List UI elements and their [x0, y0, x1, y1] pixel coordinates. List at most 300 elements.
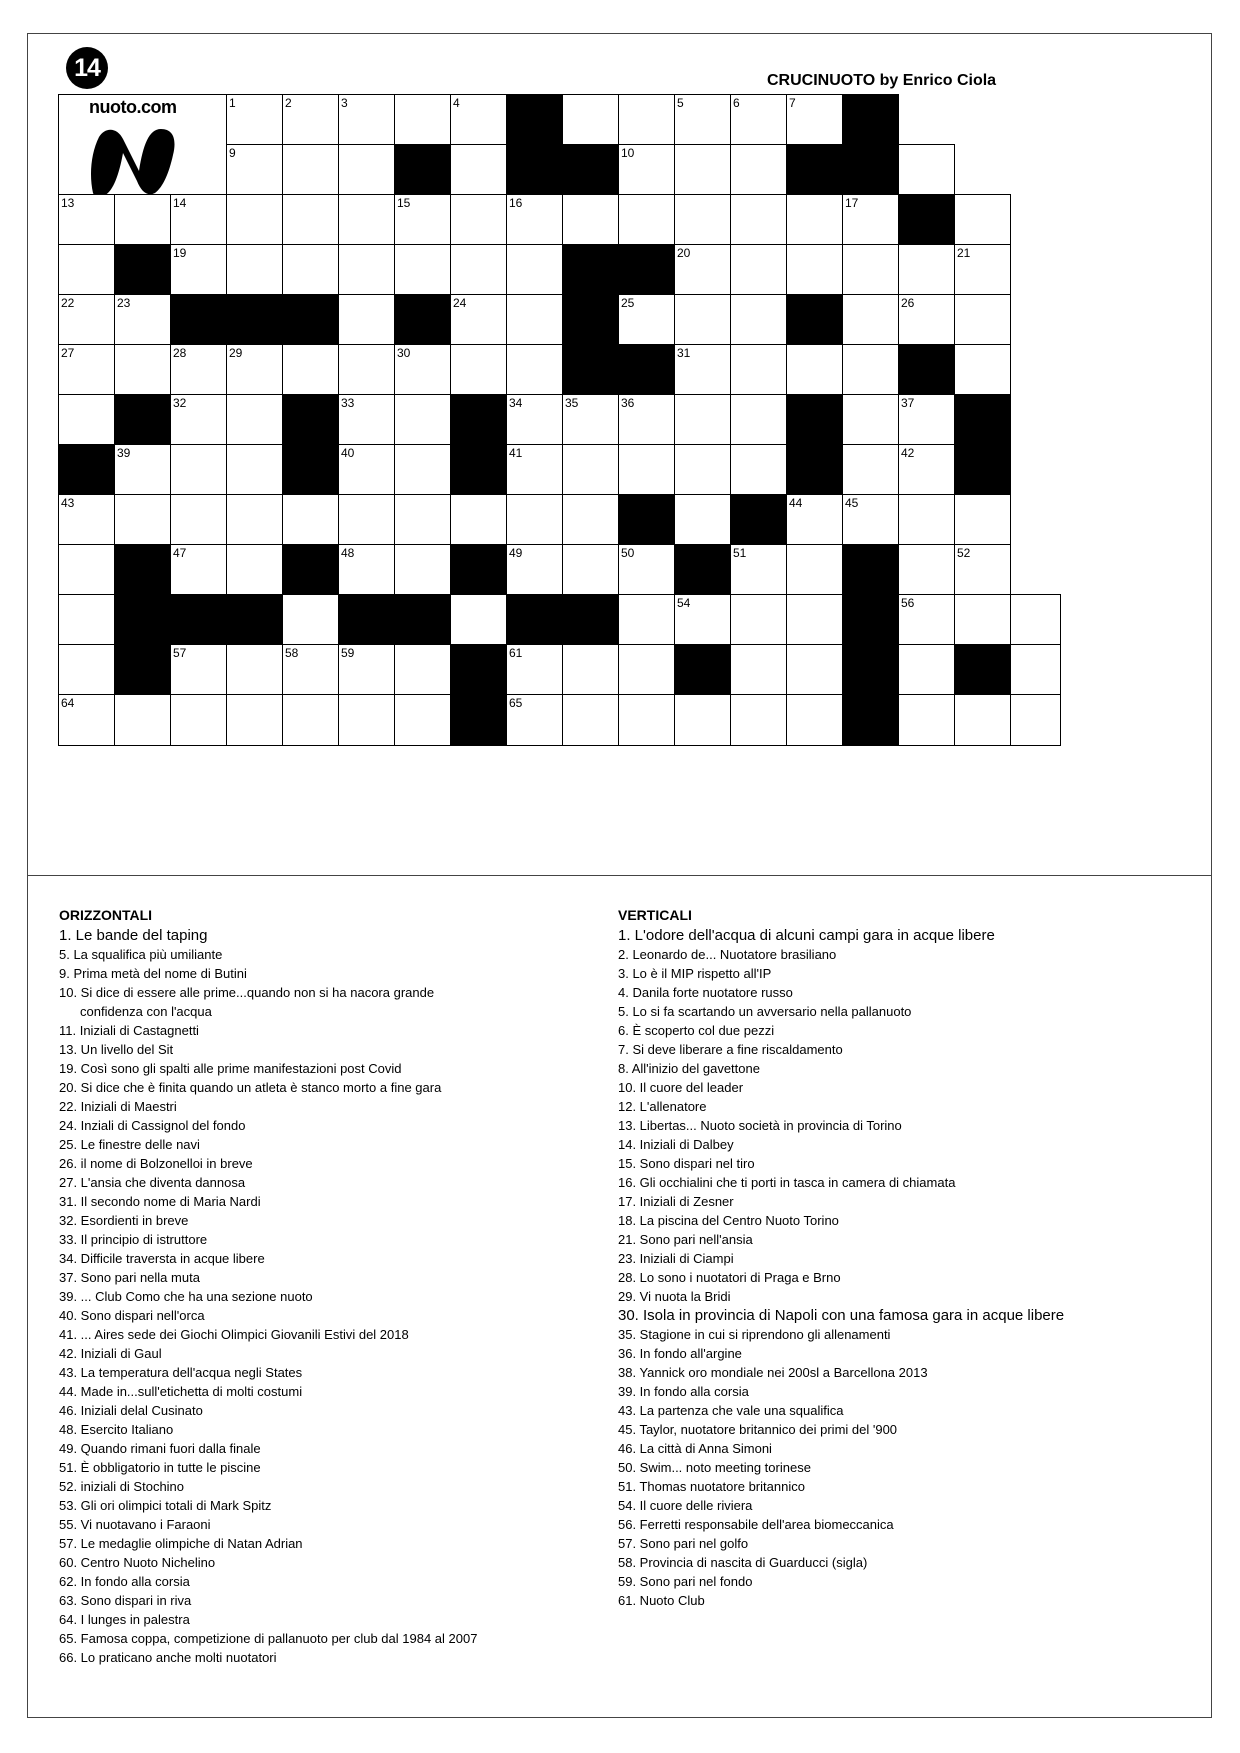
- across-clue: 57. Le medaglie olimpiche di Natan Adrian: [59, 1536, 303, 1551]
- clue-number: 49: [509, 546, 523, 560]
- grid-cell[interactable]: [282, 594, 339, 645]
- down-clue: 21. Sono pari nell'ansia: [618, 1232, 753, 1247]
- grid-cell[interactable]: [170, 344, 227, 395]
- grid-cell[interactable]: [954, 344, 1011, 395]
- grid-cell[interactable]: [898, 594, 955, 645]
- grid-cell[interactable]: [170, 244, 227, 295]
- clue-number: 15: [397, 196, 411, 210]
- clue-number: 3: [341, 96, 348, 110]
- grid-cell[interactable]: [730, 244, 787, 295]
- grid-cell[interactable]: [338, 394, 395, 445]
- grid-cell[interactable]: [338, 344, 395, 395]
- clue-number: 6: [733, 96, 740, 110]
- grid-cell[interactable]: [730, 94, 787, 145]
- grid-cell[interactable]: [450, 294, 507, 345]
- grid-cell[interactable]: [450, 594, 507, 645]
- grid-cell[interactable]: [394, 394, 451, 445]
- grid-cell[interactable]: [730, 394, 787, 445]
- grid-cell[interactable]: [282, 644, 339, 695]
- grid-cell[interactable]: [954, 244, 1011, 295]
- grid-cell[interactable]: [954, 594, 1011, 645]
- grid-cell[interactable]: [226, 544, 283, 595]
- grid-cell[interactable]: [226, 494, 283, 545]
- grid-cell[interactable]: [338, 144, 395, 195]
- grid-cell[interactable]: [58, 194, 115, 245]
- grid-cell[interactable]: [114, 344, 171, 395]
- grid-cell[interactable]: [898, 244, 955, 295]
- clue-number: 14: [173, 196, 187, 210]
- logo-brand-text: nuoto.com: [89, 97, 177, 117]
- grid-cell[interactable]: [618, 644, 675, 695]
- grid-cell[interactable]: [58, 544, 115, 595]
- down-clue: 35. Stagione in cui si riprendono gli allenamenti: [618, 1327, 891, 1342]
- grid-cell[interactable]: [170, 394, 227, 445]
- black-square: [394, 294, 451, 345]
- grid-cell[interactable]: [394, 694, 451, 746]
- grid-cell[interactable]: [842, 244, 899, 295]
- black-square: [506, 94, 563, 145]
- grid-cell[interactable]: [170, 194, 227, 245]
- grid-cell[interactable]: [170, 494, 227, 545]
- grid-cell[interactable]: [170, 544, 227, 595]
- across-clue: 25. Le finestre delle navi: [59, 1137, 200, 1152]
- across-clue: 60. Centro Nuoto Nichelino: [59, 1555, 216, 1570]
- clue-number: 13: [61, 196, 75, 210]
- clue-number: 19: [173, 246, 187, 260]
- across-clue: 55. Vi nuotavano i Faraoni: [59, 1517, 211, 1532]
- grid-cell[interactable]: [674, 194, 731, 245]
- grid-cell[interactable]: [58, 244, 115, 295]
- down-clue: 14. Iniziali di Dalbey: [618, 1137, 734, 1152]
- grid-cell[interactable]: [58, 394, 115, 445]
- across-clue: 9. Prima metà del nome di Butini: [59, 966, 247, 981]
- grid-cell[interactable]: [450, 144, 507, 195]
- black-square: [954, 394, 1011, 445]
- grid-cell[interactable]: [674, 144, 731, 195]
- clue-number: 25: [621, 296, 635, 310]
- down-clues: [618, 907, 1198, 1610]
- grid-cell[interactable]: [562, 394, 619, 445]
- clue-number: 37: [901, 396, 915, 410]
- black-square: [114, 544, 171, 595]
- grid-cell[interactable]: [786, 94, 843, 145]
- across-clue: 51. È obbligatorio in tutte le piscine: [59, 1460, 261, 1475]
- grid-cell[interactable]: [898, 294, 955, 345]
- grid-cell[interactable]: [450, 344, 507, 395]
- grid-cell[interactable]: [506, 244, 563, 295]
- clue-number: 5: [677, 96, 684, 110]
- down-clue: 50. Swim... noto meeting torinese: [618, 1460, 811, 1475]
- grid-cell[interactable]: [954, 494, 1011, 545]
- down-clue: 39. In fondo alla corsia: [618, 1384, 749, 1399]
- down-clue: 16. Gli occhialini che ti porti in tasca in camera di chiamata: [618, 1175, 956, 1190]
- black-square: [674, 544, 731, 595]
- clue-number: 32: [173, 396, 187, 410]
- black-square: [450, 694, 507, 746]
- clue-number: 22: [61, 296, 75, 310]
- across-clue: 46. Iniziali delal Cusinato: [59, 1403, 203, 1418]
- black-square: [114, 594, 171, 645]
- clue-number: 23: [117, 296, 131, 310]
- grid-cell[interactable]: [1010, 644, 1061, 695]
- across-clue: 20. Si dice che è finita quando un atleta è stanco morto a fine gara: [59, 1080, 442, 1095]
- across-clue: 22. Iniziali di Maestri: [59, 1099, 177, 1114]
- grid-cell[interactable]: [674, 694, 731, 746]
- across-clue: 49. Quando rimani fuori dalla finale: [59, 1441, 261, 1456]
- grid-cell[interactable]: [338, 194, 395, 245]
- grid-cell[interactable]: [114, 194, 171, 245]
- down-clue: 51. Thomas nuotatore britannico: [618, 1479, 805, 1494]
- grid-cell[interactable]: [786, 244, 843, 295]
- across-clue: 27. L'ansia che diventa dannosa: [59, 1175, 246, 1190]
- clue-number: 65: [509, 696, 523, 710]
- grid-cell[interactable]: [394, 494, 451, 545]
- grid-cell[interactable]: [226, 444, 283, 495]
- puzzle-number-badge: 14: [66, 47, 108, 89]
- grid-cell[interactable]: [114, 494, 171, 545]
- black-square: [842, 144, 899, 195]
- puzzle-title: CRUCINUOTO by Enrico Ciola: [767, 72, 997, 89]
- grid-cell[interactable]: [394, 544, 451, 595]
- grid-cell[interactable]: [786, 344, 843, 395]
- clue-number: 60: [453, 646, 467, 660]
- across-clue: 26. il nome di Bolzonelloi in breve: [59, 1156, 253, 1171]
- grid-cell[interactable]: [730, 294, 787, 345]
- down-clue: 12. L'allenatore: [618, 1099, 707, 1114]
- grid-cell[interactable]: [338, 294, 395, 345]
- black-square: [786, 294, 843, 345]
- clue-number: 64: [61, 696, 75, 710]
- grid-cell[interactable]: [618, 294, 675, 345]
- grid-cell[interactable]: [282, 494, 339, 545]
- down-clue: 58. Provincia di nascita di Guarducci (sigla): [618, 1555, 868, 1570]
- grid-cell[interactable]: [170, 444, 227, 495]
- down-clue: 54. Il cuore delle riviera: [618, 1498, 753, 1513]
- down-clue: 59. Sono pari nel fondo: [618, 1574, 753, 1589]
- grid-cell[interactable]: [842, 394, 899, 445]
- black-square: [114, 644, 171, 695]
- clue-number: 28: [173, 346, 187, 360]
- across-heading: ORIZZONTALI: [59, 907, 153, 923]
- grid-cell[interactable]: [506, 344, 563, 395]
- grid-cell[interactable]: [562, 444, 619, 495]
- grid-cell[interactable]: [898, 144, 955, 195]
- crossword-grid: [58, 94, 1060, 745]
- down-clue: 57. Sono pari nel golfo: [618, 1536, 749, 1551]
- down-clue: 28. Lo sono i nuotatori di Praga e Brno: [618, 1270, 841, 1285]
- black-square: [282, 294, 339, 345]
- black-square: [114, 394, 171, 445]
- grid-cell[interactable]: [954, 544, 1011, 595]
- across-clue: 34. Difficile traversta in acque libere: [59, 1251, 265, 1266]
- grid-cell[interactable]: [674, 394, 731, 445]
- grid-cell[interactable]: [562, 644, 619, 695]
- grid-cell[interactable]: [1010, 594, 1061, 645]
- down-clue: 61. Nuoto Club: [618, 1593, 705, 1608]
- grid-cell[interactable]: [562, 194, 619, 245]
- across-clue: 62. In fondo alla corsia: [59, 1574, 190, 1589]
- clue-number: 2: [285, 96, 292, 110]
- clue-number: 58: [285, 646, 299, 660]
- grid-cell[interactable]: [898, 494, 955, 545]
- grid-cell[interactable]: [730, 444, 787, 495]
- grid-cell[interactable]: [786, 194, 843, 245]
- grid-cell[interactable]: [730, 644, 787, 695]
- grid-cell[interactable]: [506, 444, 563, 495]
- clue-number: 34: [509, 396, 523, 410]
- black-square: [842, 644, 899, 695]
- grid-cell[interactable]: [618, 194, 675, 245]
- grid-cell[interactable]: [338, 244, 395, 295]
- grid-cell[interactable]: [618, 144, 675, 195]
- grid-cell[interactable]: [674, 494, 731, 545]
- across-clue: 13. Un livello del Sit: [59, 1042, 174, 1057]
- clue-number: 43: [61, 496, 75, 510]
- down-clue: 5. Lo si fa scartando un avversario nella pallanuoto: [618, 1004, 912, 1019]
- grid-cell[interactable]: [506, 644, 563, 695]
- grid-cell[interactable]: [730, 344, 787, 395]
- grid-cell[interactable]: [1010, 694, 1061, 746]
- grid-cell[interactable]: [58, 694, 115, 746]
- clue-number: 10: [621, 146, 635, 160]
- across-clue: 11. Iniziali di Castagnetti: [59, 1023, 199, 1038]
- down-clue: 2. Leonardo de... Nuotatore brasiliano: [618, 947, 837, 962]
- grid-cell[interactable]: [954, 294, 1011, 345]
- grid-cell[interactable]: [618, 544, 675, 595]
- grid-cell[interactable]: [226, 694, 283, 746]
- black-square: [282, 444, 339, 495]
- grid-cell[interactable]: [282, 194, 339, 245]
- grid-cell[interactable]: [226, 144, 283, 195]
- grid-cell[interactable]: [618, 394, 675, 445]
- black-square: [170, 294, 227, 345]
- grid-cell[interactable]: [170, 694, 227, 746]
- across-clue: 5. La squalifica più umiliante: [59, 947, 223, 962]
- down-clue: 23. Iniziali di Ciampi: [618, 1251, 734, 1266]
- black-square: [394, 594, 451, 645]
- grid-cell[interactable]: [58, 344, 115, 395]
- grid-cell[interactable]: [282, 694, 339, 746]
- clue-number: 16: [509, 196, 523, 210]
- black-square: [226, 594, 283, 645]
- grid-cell[interactable]: [618, 694, 675, 746]
- across-clue: 10. Si dice di essere alle prime...quando non si ha nacora grande: [59, 985, 435, 1000]
- grid-cell[interactable]: [394, 444, 451, 495]
- black-square: [786, 394, 843, 445]
- black-square: [170, 594, 227, 645]
- clue-number: 36: [621, 396, 635, 410]
- clue-number: 63: [845, 646, 859, 660]
- clue-number: 30: [397, 346, 411, 360]
- grid-cell[interactable]: [114, 294, 171, 345]
- grid-cell[interactable]: [842, 344, 899, 395]
- grid-cell[interactable]: [730, 544, 787, 595]
- grid-cell[interactable]: [506, 494, 563, 545]
- across-clue: 43. La temperatura dell'acqua negli States: [59, 1365, 303, 1380]
- grid-cell[interactable]: [338, 494, 395, 545]
- grid-cell[interactable]: [450, 194, 507, 245]
- black-square: [506, 144, 563, 195]
- across-clue: 63. Sono dispari in riva: [59, 1593, 192, 1608]
- down-clue: 29. Vi nuota la Bridi: [618, 1289, 731, 1304]
- grid-cell[interactable]: [730, 194, 787, 245]
- grid-cell[interactable]: [618, 94, 675, 145]
- grid-cell[interactable]: [674, 444, 731, 495]
- down-clue: 4. Danila forte nuotatore russo: [618, 985, 793, 1000]
- across-clue: 19. Così sono gli spalti alle prime manifestazioni post Covid: [59, 1061, 402, 1076]
- grid-cell[interactable]: [674, 94, 731, 145]
- across-clue: 1. Le bande del taping: [59, 927, 208, 944]
- grid-cell[interactable]: [954, 694, 1011, 746]
- clue-number: 39: [117, 446, 131, 460]
- grid-cell[interactable]: [786, 594, 843, 645]
- grid-cell[interactable]: [338, 94, 395, 145]
- grid-cell[interactable]: [282, 94, 339, 145]
- grid-cell[interactable]: [618, 444, 675, 495]
- grid-cell[interactable]: [674, 344, 731, 395]
- black-square: [562, 244, 619, 295]
- grid-cell[interactable]: [450, 494, 507, 545]
- grid-cell[interactable]: [898, 444, 955, 495]
- grid-cell[interactable]: [226, 94, 283, 145]
- grid-cell[interactable]: [506, 394, 563, 445]
- grid-cell[interactable]: [450, 244, 507, 295]
- clue-number: 48: [341, 546, 355, 560]
- grid-cell[interactable]: [786, 644, 843, 695]
- grid-cell[interactable]: [338, 544, 395, 595]
- black-square: [730, 494, 787, 545]
- grid-cell[interactable]: [58, 294, 115, 345]
- across-clue: 65. Famosa coppa, competizione di pallanuoto per club dal 1984 al 2007: [59, 1631, 478, 1646]
- grid-cell[interactable]: [394, 94, 451, 145]
- grid-cell[interactable]: [506, 694, 563, 746]
- black-square: [506, 594, 563, 645]
- grid-cell[interactable]: [394, 644, 451, 695]
- grid-cell[interactable]: [226, 244, 283, 295]
- across-clue: 66. Lo praticano anche molti nuotatori: [59, 1650, 277, 1665]
- grid-cell[interactable]: [282, 244, 339, 295]
- black-square: [562, 344, 619, 395]
- grid-cell[interactable]: [506, 544, 563, 595]
- black-square: [394, 144, 451, 195]
- grid-cell[interactable]: [954, 194, 1011, 245]
- grid-cell[interactable]: [674, 294, 731, 345]
- across-clue: 32. Esordienti in breve: [59, 1213, 189, 1228]
- grid-cell[interactable]: [898, 544, 955, 595]
- across-clues: [59, 907, 619, 1667]
- black-square: [450, 544, 507, 595]
- grid-cell[interactable]: [898, 694, 955, 746]
- grid-cell[interactable]: [674, 244, 731, 295]
- grid-cell[interactable]: [562, 94, 619, 145]
- grid-cell[interactable]: [282, 144, 339, 195]
- black-square: [450, 444, 507, 495]
- grid-cell[interactable]: [226, 394, 283, 445]
- grid-cell[interactable]: [842, 194, 899, 245]
- down-clue: 1. L'odore dell'acqua di alcuni campi gara in acque libere: [618, 927, 995, 944]
- grid-cell[interactable]: [338, 694, 395, 746]
- down-clue: 8. All'inizio del gavettone: [618, 1061, 760, 1076]
- grid-cell[interactable]: [842, 294, 899, 345]
- clue-number: 50: [621, 546, 635, 560]
- grid-cell[interactable]: [898, 644, 955, 695]
- clue-number: 33: [341, 396, 355, 410]
- grid-cell[interactable]: [338, 444, 395, 495]
- clue-number: 54: [677, 596, 691, 610]
- across-clue: 33. Il principio di istruttore: [59, 1232, 208, 1247]
- down-clue: 13. Libertas... Nuoto società in provincia di Torino: [618, 1118, 902, 1133]
- grid-cell[interactable]: [898, 394, 955, 445]
- grid-cell[interactable]: [842, 444, 899, 495]
- grid-cell[interactable]: [730, 694, 787, 746]
- black-square: [282, 544, 339, 595]
- across-clue: 52. iniziali di Stochino: [59, 1479, 185, 1494]
- clue-number: 29: [229, 346, 243, 360]
- grid-cell[interactable]: [58, 594, 115, 645]
- across-clue: 39. ... Club Como che ha una sezione nuoto: [59, 1289, 313, 1304]
- grid-cell[interactable]: [394, 244, 451, 295]
- grid-cell[interactable]: [226, 344, 283, 395]
- grid-cell[interactable]: [338, 644, 395, 695]
- grid-cell[interactable]: [506, 294, 563, 345]
- grid-cell[interactable]: [786, 544, 843, 595]
- section-divider: [27, 875, 1212, 876]
- grid-cell[interactable]: [674, 594, 731, 645]
- across-clue: 24. Inziali di Cassignol del fondo: [59, 1118, 246, 1133]
- down-clue: 3. Lo è il MIP rispetto all'IP: [618, 966, 772, 981]
- grid-cell[interactable]: [282, 344, 339, 395]
- grid-cell[interactable]: [730, 144, 787, 195]
- grid-cell[interactable]: [562, 494, 619, 545]
- grid-cell[interactable]: [58, 644, 115, 695]
- grid-cell[interactable]: [114, 444, 171, 495]
- grid-cell[interactable]: [226, 644, 283, 695]
- grid-cell[interactable]: [170, 644, 227, 695]
- clue-number: 51: [733, 546, 747, 560]
- black-square: [842, 594, 899, 645]
- down-clue: 18. La piscina del Centro Nuoto Torino: [618, 1213, 839, 1228]
- grid-cell[interactable]: [394, 344, 451, 395]
- black-square: [618, 244, 675, 295]
- clue-number: 4: [453, 96, 460, 110]
- grid-cell[interactable]: [786, 494, 843, 545]
- grid-cell[interactable]: [786, 694, 843, 746]
- black-square: [226, 294, 283, 345]
- grid-cell[interactable]: [450, 94, 507, 145]
- across-clue: 40. Sono dispari nell'orca: [59, 1308, 205, 1323]
- grid-cell[interactable]: [114, 694, 171, 746]
- down-clue: 15. Sono dispari nel tiro: [618, 1156, 755, 1171]
- clue-number: 47: [173, 546, 187, 560]
- down-clue: 36. In fondo all'argine: [618, 1346, 742, 1361]
- clue-number: 17: [845, 196, 859, 210]
- clue-number: 62: [677, 646, 691, 660]
- grid-cell[interactable]: [562, 544, 619, 595]
- grid-cell[interactable]: [394, 194, 451, 245]
- grid-cell[interactable]: [506, 194, 563, 245]
- black-square: [338, 594, 395, 645]
- grid-cell[interactable]: [562, 694, 619, 746]
- grid-cell[interactable]: [58, 494, 115, 545]
- clue-number: 27: [61, 346, 75, 360]
- grid-cell[interactable]: [226, 194, 283, 245]
- grid-cell[interactable]: [730, 594, 787, 645]
- clue-number: 35: [565, 396, 579, 410]
- black-square: [786, 444, 843, 495]
- grid-cell[interactable]: [618, 594, 675, 645]
- grid-cell[interactable]: [842, 494, 899, 545]
- clue-number: 31: [677, 346, 691, 360]
